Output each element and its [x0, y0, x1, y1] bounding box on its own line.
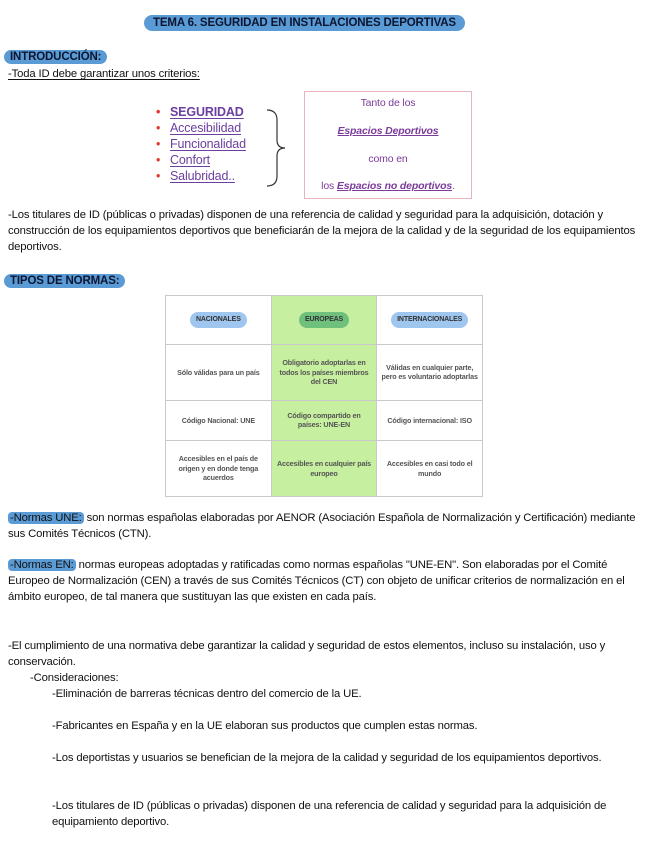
consideration-item: -Los deportistas y usuarios se benefician de la mejora de la calidad y seguridad de los equipamientos deportivos. [52, 752, 602, 764]
cumplimiento-paragraph: -El cumplimiento de una normativa debe garantizar la calidad y seguridad de estos elementos, incluso su instalación, uso y conservación. [8, 640, 606, 668]
box-line-1: Tanto de los [360, 97, 416, 109]
table-cell: Sólo válidas para un país [166, 345, 272, 401]
box-line-2: Espacios Deportivos [337, 125, 439, 137]
consideraciones-label: -Consideraciones: [30, 672, 119, 684]
tipos-heading: TIPOS DE NORMAS: [4, 274, 125, 288]
table-cell: Accesibles en cualquier país europeo [271, 441, 377, 497]
consideration-item: -Fabricantes en España y en la UE elaboran sus productos que cumplen estas normas. [52, 720, 478, 732]
page-title: TEMA 6. SEGURIDAD EN INSTALACIONES DEPORTIVAS [144, 15, 465, 31]
box-line-4: los Espacios no deportivos. [321, 180, 455, 192]
table-cell: Código internacional: ISO [377, 400, 483, 440]
table-header-cell: INTERNACIONALES [377, 296, 483, 345]
en-paragraph [8, 557, 648, 605]
criteria-list [156, 104, 246, 184]
table-row [166, 400, 483, 440]
bullet-icon: • [156, 105, 161, 119]
table-cell: Válidas en cualquier parte, pero es voluntario adoptarlas [377, 345, 483, 401]
table-cell: Código Nacional: UNE [166, 400, 272, 440]
criteria-item: • SEGURIDAD [156, 105, 244, 119]
criteria-item: • Funcionalidad [156, 137, 246, 151]
intro-lead-text: -Toda ID debe garantizar unos criterios: [8, 68, 200, 80]
box-line-3: como en [368, 153, 408, 165]
table-row [166, 441, 483, 497]
spaces-box [304, 91, 472, 199]
une-paragraph [8, 510, 648, 542]
en-label: -Normas EN: [10, 559, 74, 571]
bullet-icon: • [156, 137, 161, 151]
table-cell: Accesibles en casi todo el mundo [377, 441, 483, 497]
table-cell: Accesibles en el país de origen y en donde tenga acuerdos [166, 441, 272, 497]
bullet-icon: • [156, 121, 161, 135]
table-row [166, 345, 483, 401]
criteria-item: • Accesibilidad [156, 121, 242, 135]
criteria-item: • Salubridad.. [156, 169, 235, 183]
bullet-icon: • [156, 169, 161, 183]
criteria-item: • Confort [156, 153, 210, 167]
intro-paragraph: -Los titulares de ID (públicas o privadas) disponen de una referencia de calidad y seguridad para la adquisición, dotación y construcción de los equipamientos deportivos que beneficiarán de la mejora de la calidad y de la seguridad de los equipamientos deportivos. [8, 209, 636, 253]
bullet-icon: • [156, 153, 161, 167]
une-text: son normas españolas elaboradas por AENOR (Asociación Española de Normalización y Certificación) mediante sus Comités Técnicos (CTN). [8, 512, 636, 540]
brace-icon [265, 108, 289, 188]
table-header-cell: NACIONALES [166, 296, 272, 345]
intro-heading: INTRODUCCIÓN: [4, 50, 107, 64]
consideration-item: -Los titulares de ID (públicas o privadas) disponen de una referencia de calidad y seguridad para la adquisición de equipamiento deportivo. [52, 800, 607, 828]
table-header-row [166, 296, 483, 345]
consideration-item: -Eliminación de barreras técnicas dentro del comercio de la UE. [52, 688, 362, 700]
table-cell: Obligatorio adoptarlas en todos los países miembros del CEN [271, 345, 377, 401]
en-text: normas europeas adoptadas y ratificadas como normas españolas "UNE-EN". Son elaboradas por el Comité Europeo de Normalización (CEN) a través de sus Comités Técnicos (CT) con objeto de unificar criterios de normalización en el ámbito europeo, de tal manera que sustituyan las que existen en cada país. [8, 559, 625, 603]
une-label: -Normas UNE: [10, 512, 82, 524]
table-header-cell: EUROPEAS [271, 296, 377, 345]
intro-lead [8, 66, 648, 82]
norms-table [165, 295, 483, 497]
table-cell: Código compartido en países: UNE-EN [271, 400, 377, 440]
